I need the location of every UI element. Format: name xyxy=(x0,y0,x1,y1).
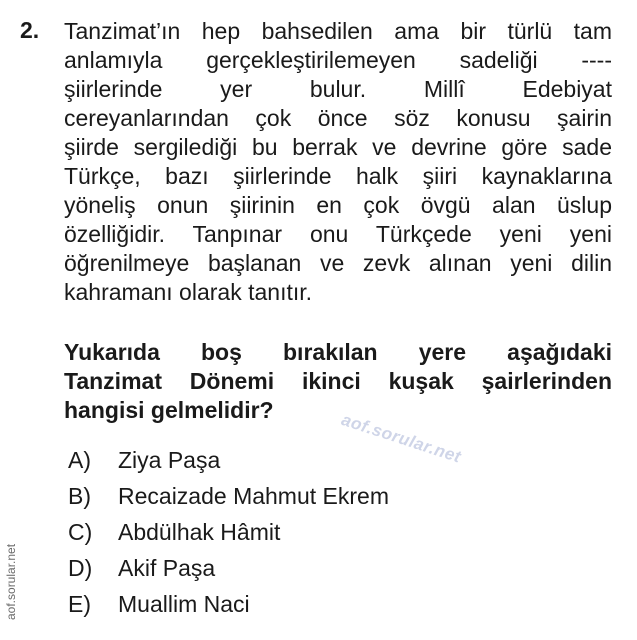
passage-line: şiirlerinde yer bulur. Millî Edebiyat xyxy=(64,76,612,102)
question-prompt xyxy=(64,338,612,425)
watermark-side: aof.sorular.net xyxy=(4,543,18,620)
passage-line: Türkçe, bazı şiirlerinde halk şiiri kaynaklarına xyxy=(64,163,612,189)
prompt-line: Tanzimat Dönemi ikinci kuşak şairlerinden xyxy=(64,368,612,394)
answer-options xyxy=(68,445,389,625)
option-text: Akif Paşa xyxy=(118,555,216,581)
option-b[interactable] xyxy=(68,481,389,517)
option-text: Abdülhak Hâmit xyxy=(118,519,281,545)
prompt-line: Yukarıda boş bırakılan yere aşağıdaki xyxy=(64,339,612,365)
passage-line: şiirde sergilediği bu berrak ve devrine göre sade xyxy=(64,134,612,160)
passage-line: cereyanlarından çok önce söz konusu şairin xyxy=(64,105,612,131)
option-letter: C) xyxy=(68,519,93,545)
option-text: Recaizade Mahmut Ekrem xyxy=(118,483,389,509)
option-text: Muallim Naci xyxy=(118,591,250,617)
prompt-line: hangisi gelmelidir? xyxy=(64,397,274,423)
option-letter: B) xyxy=(68,483,91,509)
passage-line: kahramanı olarak tanıtır. xyxy=(64,279,313,305)
passage-line: öğrenilmeye başlanan ve zevk alınan yeni dilin xyxy=(64,250,612,276)
question-passage xyxy=(64,17,612,307)
option-d[interactable] xyxy=(68,553,389,589)
option-e[interactable] xyxy=(68,589,389,625)
passage-line: anlamıyla gerçekleştirilemeyen sadeliği ---- xyxy=(64,47,612,73)
passage-line: özelliğidir. Tanpınar onu Türkçede yeni yeni xyxy=(64,221,612,247)
option-letter: E) xyxy=(68,591,91,617)
passage-line: yöneliş onun şiirinin en çok övgü alan üslup xyxy=(64,192,612,218)
watermark-center: aof.sorular.net xyxy=(339,410,464,467)
option-letter: D) xyxy=(68,555,93,581)
option-text: Ziya Paşa xyxy=(118,447,221,473)
option-letter: A) xyxy=(68,447,91,473)
question-number: 2. xyxy=(20,17,40,43)
option-c[interactable] xyxy=(68,517,389,553)
passage-line: Tanzimat’ın hep bahsedilen ama bir türlü tam xyxy=(64,18,612,44)
option-a[interactable] xyxy=(68,445,389,481)
